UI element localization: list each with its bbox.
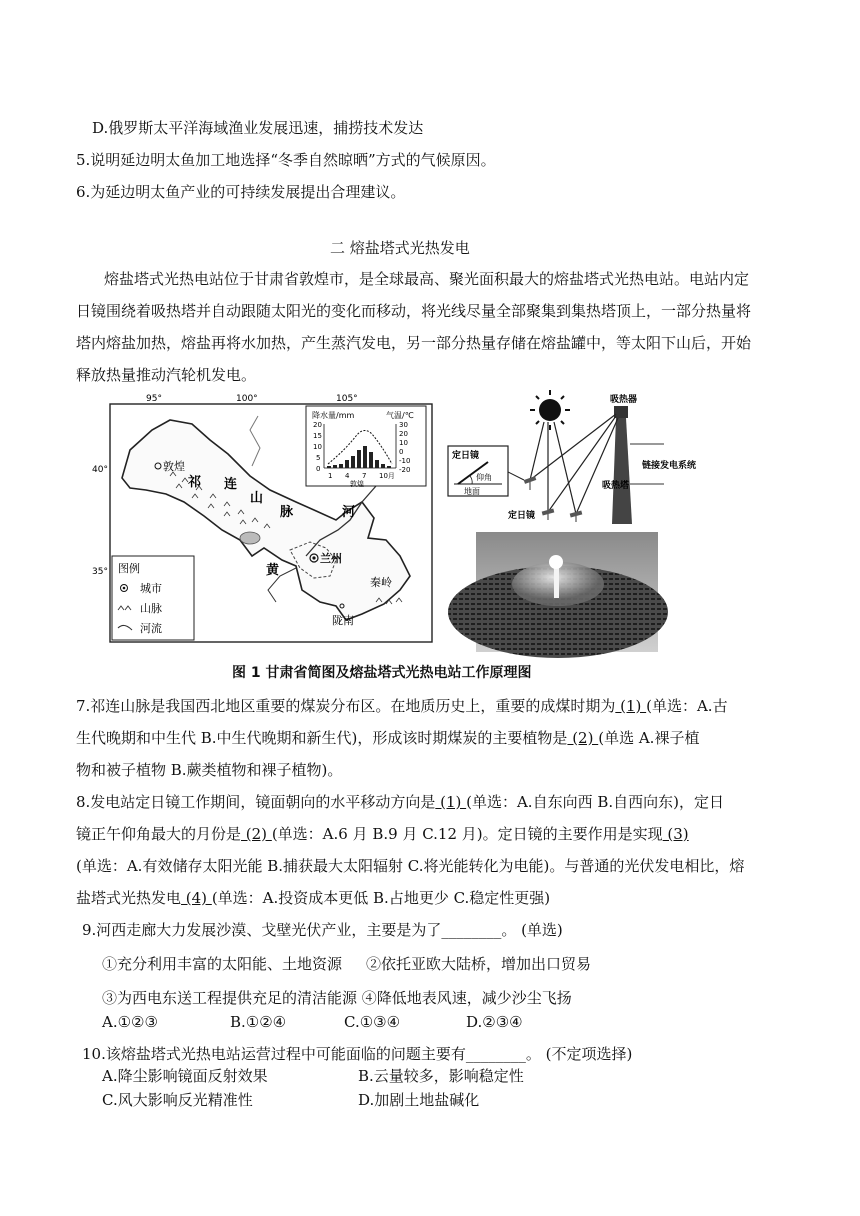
- legend-item: 城市: [140, 582, 162, 595]
- svg-text:10: 10: [313, 443, 322, 451]
- gansu-map: [92, 390, 436, 646]
- question-6: 6.为延边明太鱼产业的可持续发展提出合理建议。: [76, 183, 406, 201]
- sun-icon: [530, 390, 570, 430]
- diagram-label: 吸热塔: [602, 481, 630, 491]
- q4-option-d: D.俄罗斯太平洋海域渔业发展迅速，捕捞技术发达: [92, 119, 424, 137]
- q8-line: 镜正午仰角最大的月份是 (2) (单选：A.6 月 B.9 月 C.12 月)。定日镜的主要作用是实现 (3): [76, 825, 689, 843]
- q7-line: 物和被子植物 B.蕨类植物和裸子植物)。: [76, 761, 343, 779]
- q10-option-d: D.加剧土地盐碱化: [358, 1091, 480, 1109]
- river-label: 河: [342, 505, 356, 520]
- range-label: 山: [250, 491, 264, 506]
- svg-text:15: 15: [313, 432, 322, 440]
- legend-item: 河流: [140, 622, 162, 635]
- q7-line: 7.祁连山脉是我国西北地区重要的煤炭分布区。在地质历史上，重要的成煤时期为 (1) (单选：A.古: [76, 697, 728, 715]
- lon-label: 100°: [236, 394, 258, 404]
- q9-option-c: C.①③④: [344, 1013, 401, 1031]
- diagram-label: 链接发电系统: [642, 461, 697, 471]
- heliostat-diagram: [444, 388, 720, 528]
- diagram-label: 定日镜: [452, 451, 480, 461]
- answer-blank: (2): [241, 825, 272, 843]
- legend-item: 山脉: [140, 602, 162, 615]
- paragraph-line: 日镜围绕着吸热塔并自动跟随太阳光的变化而移动，将光线尽量全部聚集到集热塔顶上，一部分热量将: [76, 302, 752, 320]
- svg-text:0: 0: [316, 465, 321, 473]
- diagram-label: 仰角: [476, 473, 492, 482]
- temp-axis-title: 气温/℃: [386, 411, 414, 420]
- paragraph-line: 释放热量推动汽轮机发电。: [76, 366, 257, 384]
- svg-text:10月: 10月: [379, 472, 395, 480]
- q9-statement: ③为西电东送工程提供充足的清洁能源 ④降低地表风速，减少沙尘飞扬: [102, 989, 572, 1007]
- q8-line: 8.发电站定日镜工作期间，镜面朝向的水平移动方向是 (1) (单选：A.自东向西 B.自西向东)，定日: [76, 793, 724, 811]
- answer-blank: (2): [567, 729, 599, 747]
- svg-text:20: 20: [313, 421, 322, 429]
- svg-text:20: 20: [399, 430, 408, 438]
- q9-statement: ②依托亚欧大陆桥，增加出口贸易: [366, 955, 592, 973]
- precip-axis-title: 降水量/mm: [312, 411, 355, 420]
- answer-blank: (4): [181, 889, 212, 907]
- city-label: 敦煌: [163, 460, 185, 473]
- svg-text:30: 30: [399, 421, 408, 429]
- section-title: 二 熔盐塔式光热发电: [330, 239, 470, 257]
- legend-title: 图例: [118, 562, 140, 575]
- q7-line: 生代晚期和中生代 B.中生代晚期和新生代)，形成该时期煤炭的主要植物是 (2) (单选 A.裸子植: [76, 729, 700, 747]
- answer-blank: (1): [435, 793, 467, 811]
- svg-text:7: 7: [362, 472, 367, 480]
- figure-caption: 图 1 甘肃省简图及熔盐塔式光热电站工作原理图: [232, 665, 532, 681]
- sun-rays: [530, 414, 618, 514]
- svg-text:-20: -20: [399, 466, 411, 474]
- range-label: 脉: [280, 505, 294, 520]
- diagram-label: 地面: [464, 487, 480, 496]
- diagram-label: 吸热器: [610, 395, 638, 405]
- svg-text:1: 1: [328, 472, 333, 480]
- q10-option-b: B.云量较多，影响稳定性: [358, 1067, 524, 1085]
- svg-text:-10: -10: [399, 457, 411, 465]
- question-5: 5.说明延边明太鱼加工地选择“冬季自然晾晒”方式的气候原因。: [76, 151, 496, 169]
- city-label: 兰州: [320, 552, 342, 565]
- lon-label: 105°: [336, 394, 358, 404]
- svg-text:4: 4: [345, 472, 350, 480]
- q9-option-b: B.①②④: [230, 1013, 287, 1031]
- q10-option-a: A.降尘影响镜面反射效果: [102, 1067, 268, 1085]
- q10-option-c: C.风大影响反光精准性: [102, 1091, 253, 1109]
- q9-statement: ①充分利用丰富的太阳能、土地资源: [102, 955, 343, 973]
- region-label: 秦岭: [370, 576, 392, 589]
- map-legend: [112, 556, 194, 640]
- q9-stem: 9.河西走廊大力发展沙漠、戈壁光伏产业，主要是为了________。 (单选): [82, 921, 563, 939]
- svg-text:0: 0: [399, 448, 404, 456]
- river-label: 黄: [266, 563, 280, 578]
- q10-stem: 10.该熔盐塔式光热电站运营过程中可能面临的问题主要有________。 (不定项选择): [82, 1045, 633, 1063]
- lat-label: 40°: [92, 465, 108, 475]
- station-label: 敦煌: [350, 480, 364, 488]
- city-label: 陇南: [332, 614, 354, 627]
- answer-blank: (3): [662, 825, 689, 843]
- paragraph-line: 熔盐塔式光热电站位于甘肃省敦煌市，是全球最高、聚光面积最大的熔盐塔式光热电站。电站内定: [104, 270, 750, 288]
- q9-option-d: D.②③④: [466, 1013, 523, 1031]
- range-label: 祁: [188, 475, 202, 490]
- diagram-label: 定日镜: [508, 511, 536, 521]
- absorber-tower: [612, 418, 632, 524]
- lon-label: 95°: [146, 394, 162, 404]
- q9-option-a: A.①②③: [102, 1013, 158, 1031]
- climate-chart: [306, 406, 426, 488]
- svg-text:10: 10: [399, 439, 408, 447]
- solar-field-photo: [476, 532, 658, 652]
- range-label: 连: [224, 477, 238, 492]
- svg-text:5: 5: [316, 454, 321, 462]
- q8-line: 盐塔式光热发电 (4) (单选：A.投资成本更低 B.占地更少 C.稳定性更强): [76, 889, 551, 907]
- paragraph-line: 塔内熔盐加热，熔盐再将水加热，产生蒸汽发电，另一部分热量存储在熔盐罐中，等太阳下山后，开始: [76, 334, 752, 352]
- answer-blank: (1): [615, 697, 647, 715]
- q8-line: (单选：A.有效储存太阳光能 B.捕获最大太阳辐射 C.将光能转化为电能)。与普通的光伏发电相比，熔: [76, 857, 745, 875]
- heliostat-inset: [448, 446, 524, 496]
- lat-label: 35°: [92, 567, 108, 577]
